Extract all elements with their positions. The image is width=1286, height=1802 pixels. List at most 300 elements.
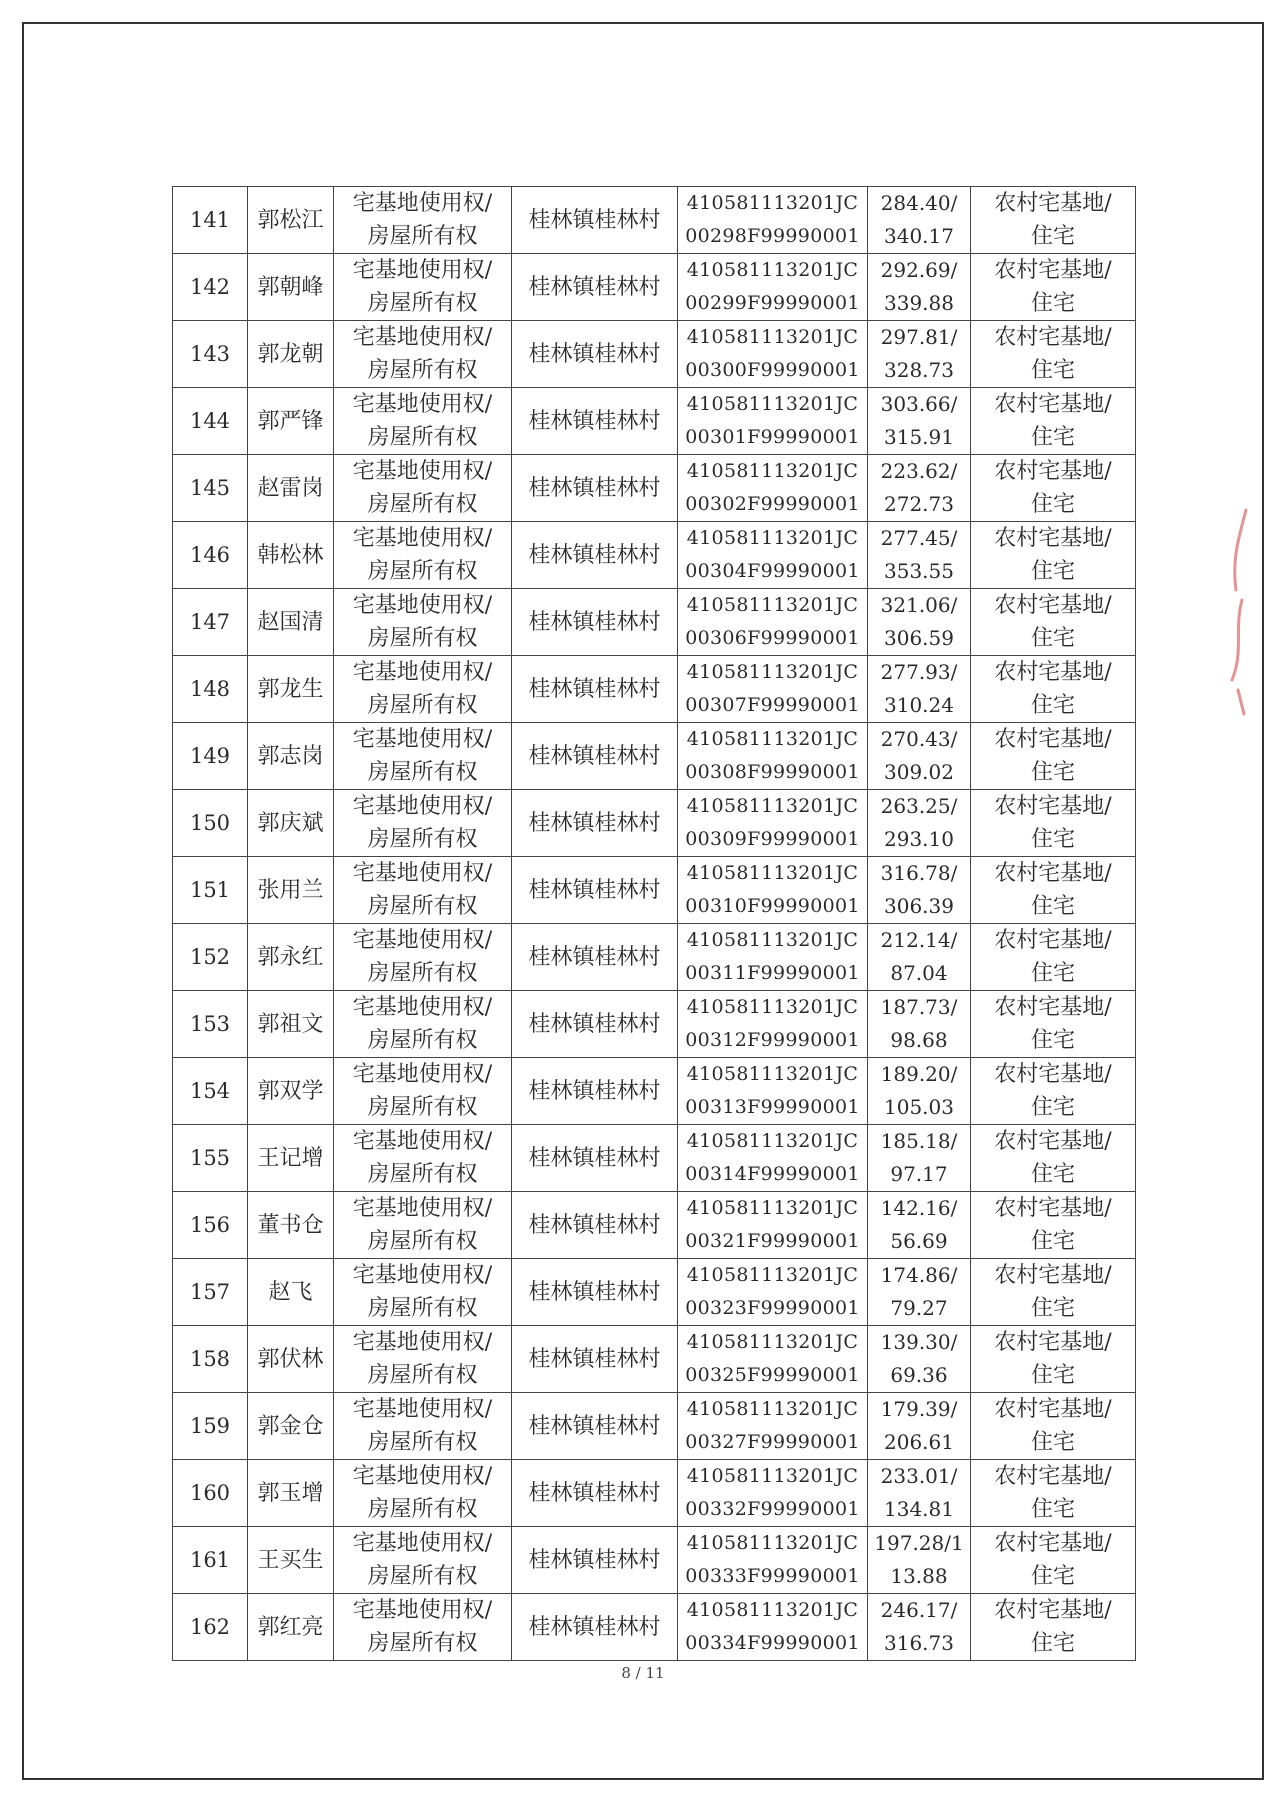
location: 桂林镇桂林村 bbox=[512, 857, 678, 924]
unit-code-line-2: 00333F99990001 bbox=[685, 1565, 860, 1587]
area bbox=[868, 790, 971, 857]
land-use-line-1: 农村宅基地/ bbox=[994, 1196, 1112, 1221]
area-line-2: 134.81 bbox=[884, 1497, 954, 1521]
land-use bbox=[971, 790, 1136, 857]
location: 桂林镇桂林村 bbox=[512, 388, 678, 455]
row-number: 150 bbox=[173, 790, 248, 857]
right-type-line-2: 房屋所有权 bbox=[367, 626, 478, 651]
right-type-line-2: 房屋所有权 bbox=[367, 1430, 478, 1455]
owner-name: 王记增 bbox=[248, 1125, 334, 1192]
right-type-line-1: 宅基地使用权/ bbox=[352, 1330, 493, 1355]
area bbox=[868, 254, 971, 321]
unit-code bbox=[678, 388, 868, 455]
row-number: 146 bbox=[173, 522, 248, 589]
unit-code-line-2: 00332F99990001 bbox=[685, 1498, 860, 1520]
right-type-line-1: 宅基地使用权/ bbox=[352, 392, 493, 417]
owner-name: 郭红亮 bbox=[248, 1594, 334, 1661]
unit-code-line-1: 410581113201JC bbox=[686, 862, 859, 884]
unit-code-line-1: 410581113201JC bbox=[686, 1063, 859, 1085]
unit-code-line-2: 00307F99990001 bbox=[685, 694, 860, 716]
location: 桂林镇桂林村 bbox=[512, 1326, 678, 1393]
land-use bbox=[971, 924, 1136, 991]
location: 桂林镇桂林村 bbox=[512, 1594, 678, 1661]
right-type bbox=[334, 522, 512, 589]
owner-name: 郭永红 bbox=[248, 924, 334, 991]
unit-code-line-2: 00314F99990001 bbox=[685, 1163, 860, 1185]
right-type-line-2: 房屋所有权 bbox=[367, 1028, 478, 1053]
row-number: 153 bbox=[173, 991, 248, 1058]
area-line-1: 284.40/ bbox=[880, 191, 958, 215]
row-number: 147 bbox=[173, 589, 248, 656]
right-type bbox=[334, 254, 512, 321]
land-use bbox=[971, 1259, 1136, 1326]
right-type-line-2: 房屋所有权 bbox=[367, 425, 478, 450]
row-number: 144 bbox=[173, 388, 248, 455]
location: 桂林镇桂林村 bbox=[512, 1460, 678, 1527]
owner-name: 郭祖文 bbox=[248, 991, 334, 1058]
unit-code-line-2: 00312F99990001 bbox=[685, 1029, 860, 1051]
right-type-line-1: 宅基地使用权/ bbox=[352, 1531, 493, 1556]
land-use bbox=[971, 1460, 1136, 1527]
location: 桂林镇桂林村 bbox=[512, 254, 678, 321]
table-row bbox=[173, 1460, 1136, 1527]
land-use-line-1: 农村宅基地/ bbox=[994, 1598, 1112, 1623]
right-type-line-2: 房屋所有权 bbox=[367, 1497, 478, 1522]
area-line-1: 246.17/ bbox=[880, 1598, 958, 1622]
unit-code-line-1: 410581113201JC bbox=[686, 929, 859, 951]
table-row bbox=[173, 924, 1136, 991]
page-number: 8 / 11 bbox=[621, 1664, 665, 1682]
land-use-line-2: 住宅 bbox=[1030, 894, 1075, 919]
right-type-line-2: 房屋所有权 bbox=[367, 827, 478, 852]
area bbox=[868, 1527, 971, 1594]
area-line-1: 316.78/ bbox=[880, 861, 958, 885]
area-line-1: 263.25/ bbox=[880, 794, 958, 818]
unit-code-line-1: 410581113201JC bbox=[686, 192, 859, 214]
land-use-line-2: 住宅 bbox=[1030, 1296, 1075, 1321]
area bbox=[868, 1125, 971, 1192]
right-type-line-1: 宅基地使用权/ bbox=[352, 325, 493, 350]
land-use-line-2: 住宅 bbox=[1030, 693, 1075, 718]
right-type bbox=[334, 589, 512, 656]
right-type bbox=[334, 1192, 512, 1259]
right-type bbox=[334, 1259, 512, 1326]
unit-code bbox=[678, 1527, 868, 1594]
owner-name: 张用兰 bbox=[248, 857, 334, 924]
table-row bbox=[173, 589, 1136, 656]
land-use bbox=[971, 1058, 1136, 1125]
right-type-line-2: 房屋所有权 bbox=[367, 1229, 478, 1254]
land-use-line-1: 农村宅基地/ bbox=[994, 191, 1112, 216]
area bbox=[868, 321, 971, 388]
area bbox=[868, 1058, 971, 1125]
unit-code bbox=[678, 1460, 868, 1527]
land-use-line-2: 住宅 bbox=[1030, 559, 1075, 584]
unit-code-line-2: 00325F99990001 bbox=[685, 1364, 860, 1386]
right-type-line-2: 房屋所有权 bbox=[367, 1631, 478, 1656]
unit-code-line-2: 00321F99990001 bbox=[685, 1230, 860, 1252]
area-line-2: 315.91 bbox=[884, 425, 954, 449]
land-use bbox=[971, 723, 1136, 790]
land-use-line-2: 住宅 bbox=[1030, 291, 1075, 316]
right-type-line-1: 宅基地使用权/ bbox=[352, 1263, 493, 1288]
unit-code-line-1: 410581113201JC bbox=[686, 1130, 859, 1152]
right-type-line-2: 房屋所有权 bbox=[367, 894, 478, 919]
area bbox=[868, 857, 971, 924]
land-use bbox=[971, 321, 1136, 388]
row-number: 161 bbox=[173, 1527, 248, 1594]
land-use-line-2: 住宅 bbox=[1030, 1028, 1075, 1053]
unit-code bbox=[678, 991, 868, 1058]
row-number: 156 bbox=[173, 1192, 248, 1259]
unit-code bbox=[678, 455, 868, 522]
land-use-line-1: 农村宅基地/ bbox=[994, 1330, 1112, 1355]
area-line-2: 328.73 bbox=[884, 358, 954, 382]
unit-code bbox=[678, 1594, 868, 1661]
right-type-line-1: 宅基地使用权/ bbox=[352, 1464, 493, 1489]
location: 桂林镇桂林村 bbox=[512, 589, 678, 656]
owner-name: 郭双学 bbox=[248, 1058, 334, 1125]
unit-code-line-2: 00302F99990001 bbox=[685, 493, 860, 515]
unit-code bbox=[678, 1259, 868, 1326]
row-number: 148 bbox=[173, 656, 248, 723]
unit-code bbox=[678, 522, 868, 589]
right-type-line-1: 宅基地使用权/ bbox=[352, 861, 493, 886]
area bbox=[868, 1326, 971, 1393]
unit-code bbox=[678, 1125, 868, 1192]
unit-code-line-2: 00309F99990001 bbox=[685, 828, 860, 850]
unit-code bbox=[678, 321, 868, 388]
table-row bbox=[173, 1192, 1136, 1259]
unit-code-line-1: 410581113201JC bbox=[686, 795, 859, 817]
land-use-line-1: 农村宅基地/ bbox=[994, 1531, 1112, 1556]
location: 桂林镇桂林村 bbox=[512, 991, 678, 1058]
land-use-line-1: 农村宅基地/ bbox=[994, 593, 1112, 618]
area-line-1: 174.86/ bbox=[880, 1263, 958, 1287]
right-type-line-1: 宅基地使用权/ bbox=[352, 928, 493, 953]
table-body bbox=[173, 187, 1136, 1661]
area-line-1: 292.69/ bbox=[880, 258, 958, 282]
land-use-line-2: 住宅 bbox=[1030, 961, 1075, 986]
location: 桂林镇桂林村 bbox=[512, 1393, 678, 1460]
land-use-line-1: 农村宅基地/ bbox=[994, 1129, 1112, 1154]
right-type bbox=[334, 924, 512, 991]
land-use-line-2: 住宅 bbox=[1030, 827, 1075, 852]
land-use-line-1: 农村宅基地/ bbox=[994, 1062, 1112, 1087]
land-use-line-2: 住宅 bbox=[1030, 224, 1075, 249]
land-use bbox=[971, 991, 1136, 1058]
unit-code-line-2: 00311F99990001 bbox=[685, 962, 860, 984]
unit-code-line-1: 410581113201JC bbox=[686, 594, 859, 616]
unit-code-line-2: 00301F99990001 bbox=[685, 426, 860, 448]
owner-name: 赵飞 bbox=[248, 1259, 334, 1326]
row-number: 159 bbox=[173, 1393, 248, 1460]
land-use bbox=[971, 1125, 1136, 1192]
unit-code-line-1: 410581113201JC bbox=[686, 259, 859, 281]
land-use bbox=[971, 857, 1136, 924]
area-line-1: 189.20/ bbox=[880, 1062, 958, 1086]
unit-code-line-2: 00310F99990001 bbox=[685, 895, 860, 917]
table-row bbox=[173, 656, 1136, 723]
unit-code bbox=[678, 187, 868, 254]
unit-code-line-1: 410581113201JC bbox=[686, 1331, 859, 1353]
right-type-line-1: 宅基地使用权/ bbox=[352, 1397, 493, 1422]
unit-code-line-2: 00308F99990001 bbox=[685, 761, 860, 783]
location: 桂林镇桂林村 bbox=[512, 522, 678, 589]
area-line-1: 321.06/ bbox=[880, 593, 958, 617]
unit-code bbox=[678, 1058, 868, 1125]
right-type-line-1: 宅基地使用权/ bbox=[352, 593, 493, 618]
area-line-2: 13.88 bbox=[890, 1564, 948, 1588]
land-use bbox=[971, 1393, 1136, 1460]
row-number: 160 bbox=[173, 1460, 248, 1527]
right-type bbox=[334, 656, 512, 723]
owner-name: 董书仓 bbox=[248, 1192, 334, 1259]
row-number: 154 bbox=[173, 1058, 248, 1125]
land-use bbox=[971, 388, 1136, 455]
unit-code bbox=[678, 857, 868, 924]
right-type bbox=[334, 1058, 512, 1125]
land-use-line-1: 农村宅基地/ bbox=[994, 325, 1112, 350]
row-number: 158 bbox=[173, 1326, 248, 1393]
land-use bbox=[971, 455, 1136, 522]
area-line-1: 212.14/ bbox=[880, 928, 958, 952]
right-type-line-2: 房屋所有权 bbox=[367, 1363, 478, 1388]
land-use-line-2: 住宅 bbox=[1030, 1363, 1075, 1388]
owner-name: 韩松林 bbox=[248, 522, 334, 589]
area bbox=[868, 1460, 971, 1527]
unit-code-line-2: 00304F99990001 bbox=[685, 560, 860, 582]
land-use-line-1: 农村宅基地/ bbox=[994, 995, 1112, 1020]
area-line-1: 270.43/ bbox=[880, 727, 958, 751]
owner-name: 郭龙朝 bbox=[248, 321, 334, 388]
area-line-1: 223.62/ bbox=[880, 459, 958, 483]
land-use-line-2: 住宅 bbox=[1030, 1564, 1075, 1589]
right-type bbox=[334, 388, 512, 455]
location: 桂林镇桂林村 bbox=[512, 1527, 678, 1594]
area-line-1: 142.16/ bbox=[880, 1196, 958, 1220]
table-row bbox=[173, 1125, 1136, 1192]
area-line-2: 310.24 bbox=[884, 693, 954, 717]
area bbox=[868, 388, 971, 455]
area-line-2: 309.02 bbox=[884, 760, 954, 784]
right-type-line-1: 宅基地使用权/ bbox=[352, 459, 493, 484]
area bbox=[868, 589, 971, 656]
right-type bbox=[334, 991, 512, 1058]
area-line-1: 303.66/ bbox=[880, 392, 958, 416]
table-row bbox=[173, 723, 1136, 790]
table-row bbox=[173, 1594, 1136, 1661]
owner-name: 郭伏林 bbox=[248, 1326, 334, 1393]
land-use-line-2: 住宅 bbox=[1030, 1430, 1075, 1455]
land-use bbox=[971, 187, 1136, 254]
table-row bbox=[173, 1393, 1136, 1460]
area-line-2: 97.17 bbox=[890, 1162, 948, 1186]
unit-code bbox=[678, 1326, 868, 1393]
land-use-line-2: 住宅 bbox=[1030, 1095, 1075, 1120]
row-number: 152 bbox=[173, 924, 248, 991]
right-type-line-1: 宅基地使用权/ bbox=[352, 258, 493, 283]
area-line-2: 293.10 bbox=[884, 827, 954, 851]
unit-code-line-1: 410581113201JC bbox=[686, 1599, 859, 1621]
unit-code-line-1: 410581113201JC bbox=[686, 393, 859, 415]
unit-code bbox=[678, 1393, 868, 1460]
right-type bbox=[334, 1326, 512, 1393]
right-type-line-2: 房屋所有权 bbox=[367, 224, 478, 249]
area-line-1: 187.73/ bbox=[880, 995, 958, 1019]
land-use bbox=[971, 254, 1136, 321]
right-type bbox=[334, 1594, 512, 1661]
area-line-2: 306.59 bbox=[884, 626, 954, 650]
right-type bbox=[334, 187, 512, 254]
location: 桂林镇桂林村 bbox=[512, 455, 678, 522]
right-type-line-2: 房屋所有权 bbox=[367, 1162, 478, 1187]
row-number: 143 bbox=[173, 321, 248, 388]
owner-name: 郭金仓 bbox=[248, 1393, 334, 1460]
right-type bbox=[334, 1527, 512, 1594]
unit-code-line-1: 410581113201JC bbox=[686, 1398, 859, 1420]
row-number: 141 bbox=[173, 187, 248, 254]
right-type-line-2: 房屋所有权 bbox=[367, 961, 478, 986]
location: 桂林镇桂林村 bbox=[512, 1192, 678, 1259]
row-number: 155 bbox=[173, 1125, 248, 1192]
unit-code-line-1: 410581113201JC bbox=[686, 1465, 859, 1487]
right-type-line-1: 宅基地使用权/ bbox=[352, 1598, 493, 1623]
location: 桂林镇桂林村 bbox=[512, 1058, 678, 1125]
owner-name: 赵雷岗 bbox=[248, 455, 334, 522]
table-row bbox=[173, 790, 1136, 857]
area-line-2: 56.69 bbox=[890, 1229, 948, 1253]
area bbox=[868, 187, 971, 254]
unit-code bbox=[678, 589, 868, 656]
area-line-2: 206.61 bbox=[884, 1430, 954, 1454]
table-row bbox=[173, 1527, 1136, 1594]
location: 桂林镇桂林村 bbox=[512, 656, 678, 723]
area-line-2: 79.27 bbox=[890, 1296, 948, 1320]
right-type-line-2: 房屋所有权 bbox=[367, 559, 478, 584]
owner-name: 郭玉增 bbox=[248, 1460, 334, 1527]
unit-code-line-2: 00298F99990001 bbox=[685, 225, 860, 247]
property-rights-table bbox=[172, 186, 1136, 1661]
table-row bbox=[173, 187, 1136, 254]
area bbox=[868, 723, 971, 790]
land-use bbox=[971, 522, 1136, 589]
unit-code bbox=[678, 924, 868, 991]
land-use-line-2: 住宅 bbox=[1030, 1631, 1075, 1656]
owner-name: 郭严锋 bbox=[248, 388, 334, 455]
right-type-line-2: 房屋所有权 bbox=[367, 1564, 478, 1589]
area-line-1: 185.18/ bbox=[880, 1129, 958, 1153]
land-use-line-2: 住宅 bbox=[1030, 1162, 1075, 1187]
area-line-1: 197.28/1 bbox=[874, 1531, 964, 1555]
right-type-line-1: 宅基地使用权/ bbox=[352, 1062, 493, 1087]
unit-code-line-2: 00327F99990001 bbox=[685, 1431, 860, 1453]
right-type-line-1: 宅基地使用权/ bbox=[352, 660, 493, 685]
land-use-line-2: 住宅 bbox=[1030, 358, 1075, 383]
area bbox=[868, 991, 971, 1058]
area-line-2: 316.73 bbox=[884, 1631, 954, 1655]
area-line-1: 297.81/ bbox=[880, 325, 958, 349]
right-type-line-1: 宅基地使用权/ bbox=[352, 727, 493, 752]
right-type bbox=[334, 1393, 512, 1460]
area-line-1: 277.93/ bbox=[880, 660, 958, 684]
land-use-line-1: 农村宅基地/ bbox=[994, 1263, 1112, 1288]
owner-name: 赵国清 bbox=[248, 589, 334, 656]
land-use bbox=[971, 1527, 1136, 1594]
row-number: 151 bbox=[173, 857, 248, 924]
right-type-line-1: 宅基地使用权/ bbox=[352, 526, 493, 551]
area-line-2: 98.68 bbox=[890, 1028, 948, 1052]
land-use-line-2: 住宅 bbox=[1030, 760, 1075, 785]
area-line-2: 87.04 bbox=[890, 961, 948, 985]
row-number: 149 bbox=[173, 723, 248, 790]
table-row bbox=[173, 857, 1136, 924]
right-type-line-2: 房屋所有权 bbox=[367, 760, 478, 785]
right-type bbox=[334, 455, 512, 522]
area-line-2: 69.36 bbox=[890, 1363, 948, 1387]
land-use bbox=[971, 1594, 1136, 1661]
location: 桂林镇桂林村 bbox=[512, 187, 678, 254]
unit-code bbox=[678, 1192, 868, 1259]
unit-code-line-2: 00306F99990001 bbox=[685, 627, 860, 649]
unit-code-line-2: 00334F99990001 bbox=[685, 1632, 860, 1654]
unit-code bbox=[678, 656, 868, 723]
unit-code-line-1: 410581113201JC bbox=[686, 460, 859, 482]
land-use bbox=[971, 589, 1136, 656]
land-use-line-1: 农村宅基地/ bbox=[994, 928, 1112, 953]
right-type-line-2: 房屋所有权 bbox=[367, 1095, 478, 1120]
area bbox=[868, 455, 971, 522]
right-type-line-1: 宅基地使用权/ bbox=[352, 995, 493, 1020]
right-type bbox=[334, 723, 512, 790]
table-row bbox=[173, 1326, 1136, 1393]
unit-code-line-1: 410581113201JC bbox=[686, 728, 859, 750]
land-use-line-1: 农村宅基地/ bbox=[994, 727, 1112, 752]
right-type bbox=[334, 1125, 512, 1192]
area-line-2: 339.88 bbox=[884, 291, 954, 315]
owner-name: 郭松江 bbox=[248, 187, 334, 254]
land-use bbox=[971, 1326, 1136, 1393]
area bbox=[868, 1259, 971, 1326]
unit-code-line-2: 00300F99990001 bbox=[685, 359, 860, 381]
land-use-line-2: 住宅 bbox=[1030, 626, 1075, 651]
right-type-line-1: 宅基地使用权/ bbox=[352, 1196, 493, 1221]
land-use-line-2: 住宅 bbox=[1030, 1497, 1075, 1522]
land-use-line-1: 农村宅基地/ bbox=[994, 861, 1112, 886]
land-use bbox=[971, 1192, 1136, 1259]
land-use-line-1: 农村宅基地/ bbox=[994, 459, 1112, 484]
unit-code bbox=[678, 723, 868, 790]
property-rights-table-container bbox=[172, 186, 1135, 1661]
location: 桂林镇桂林村 bbox=[512, 1259, 678, 1326]
area-line-2: 340.17 bbox=[884, 224, 954, 248]
right-type bbox=[334, 790, 512, 857]
right-type-line-2: 房屋所有权 bbox=[367, 1296, 478, 1321]
right-type-line-2: 房屋所有权 bbox=[367, 358, 478, 383]
table-row bbox=[173, 388, 1136, 455]
land-use-line-2: 住宅 bbox=[1030, 425, 1075, 450]
area-line-2: 353.55 bbox=[884, 559, 954, 583]
unit-code-line-1: 410581113201JC bbox=[686, 996, 859, 1018]
area-line-2: 272.73 bbox=[884, 492, 954, 516]
right-type-line-1: 宅基地使用权/ bbox=[352, 1129, 493, 1154]
unit-code-line-2: 00299F99990001 bbox=[685, 292, 860, 314]
owner-name: 郭龙生 bbox=[248, 656, 334, 723]
area-line-2: 105.03 bbox=[884, 1095, 954, 1119]
unit-code-line-1: 410581113201JC bbox=[686, 1197, 859, 1219]
area bbox=[868, 656, 971, 723]
unit-code-line-1: 410581113201JC bbox=[686, 527, 859, 549]
